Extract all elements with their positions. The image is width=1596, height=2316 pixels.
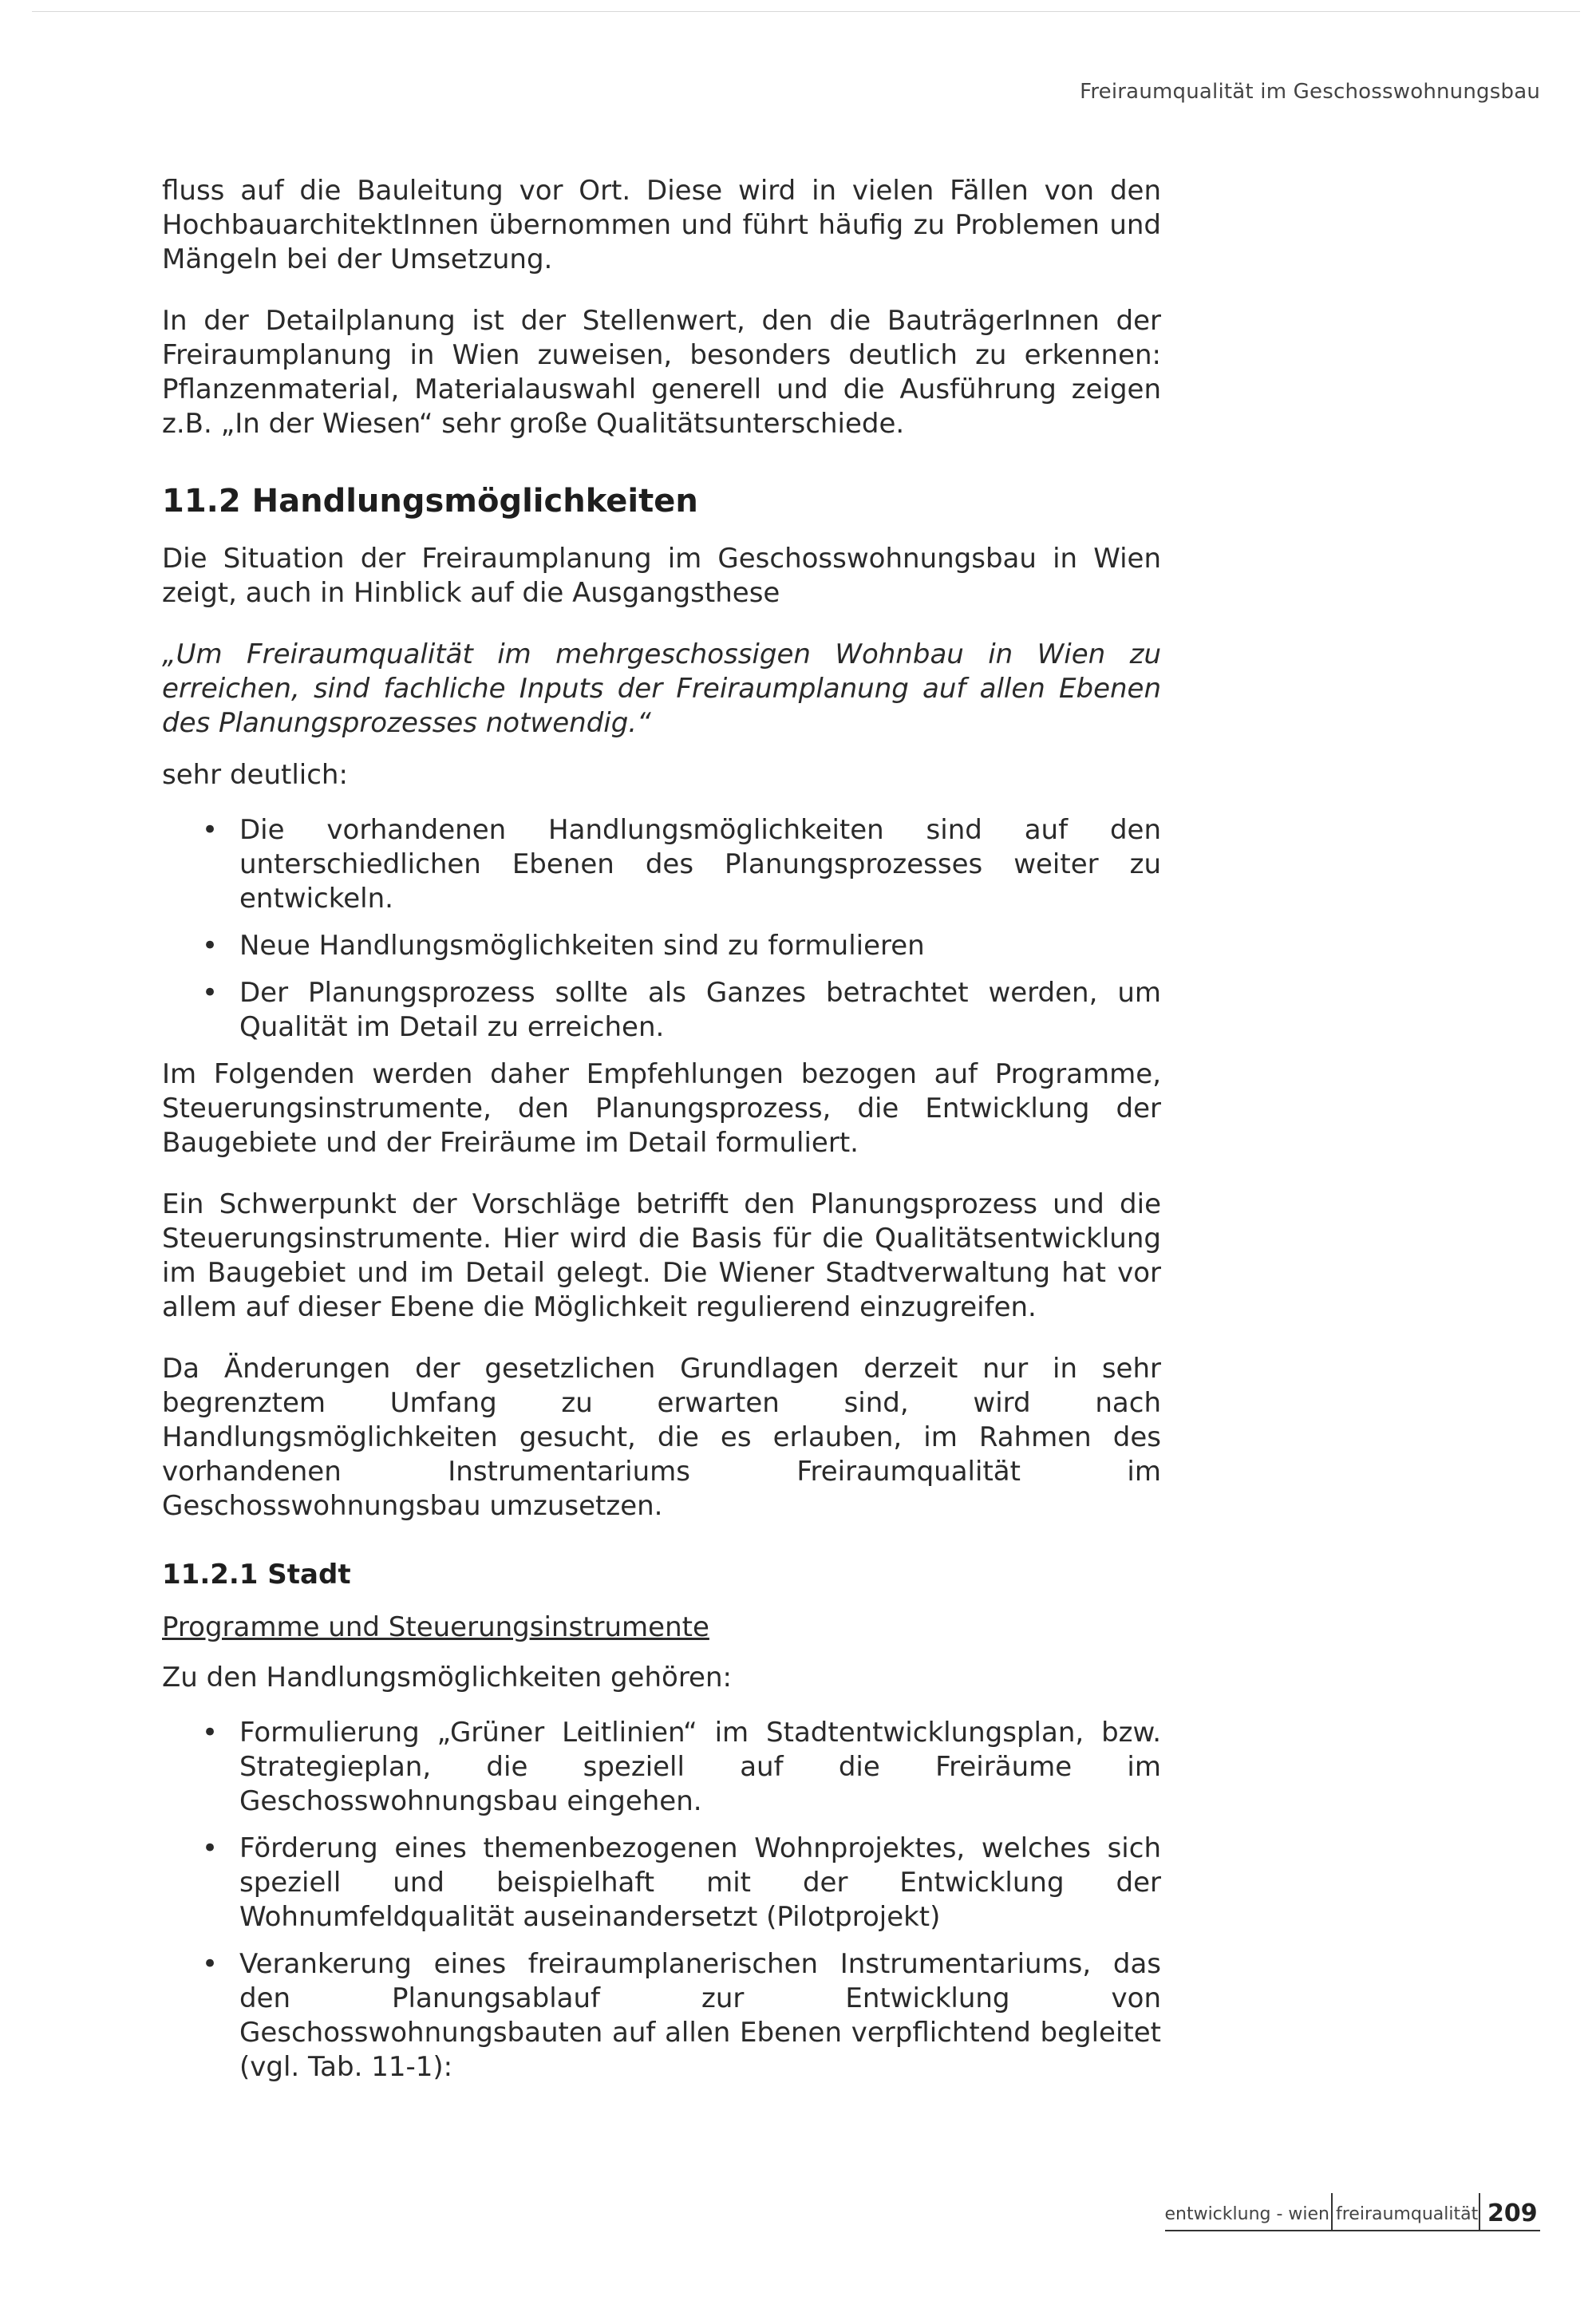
- bullet-icon: •: [202, 1717, 219, 1749]
- list-item: • Förderung eines themenbezogenen Wohnprojektes, welches sich speziell und beispielhaft mit der Entwicklung der Wohnumfeldqualität auseinandersetzt (Pilotprojekt): [202, 1832, 1161, 1933]
- subsection-heading: 11.2.1 Stadt: [162, 1559, 351, 1591]
- paragraph-2: In der Detailplanung ist der Stellenwert, den die BauträgerInnen der Freiraumplanung in Wien zuweisen, besonders deutlich zu erkennen: Pflanzenmaterial, Materialauswahl generell und die Ausführung zeigen z.B. „In der Wiesen“ sehr große Qualitätsunterschiede.: [162, 305, 1161, 440]
- paragraph-3: Die Situation der Freiraumplanung im Geschosswohnungsbau in Wien zeigt, auch in Hinblick auf die Ausgangsthese: [162, 543, 1161, 609]
- footer-divider: [1331, 2193, 1333, 2231]
- bullet-icon: •: [202, 930, 219, 962]
- thesis-quote: „Um Freiraumqualität im mehrgeschossigen Wohnbau in Wien zu erreichen, sind fachliche Inputs der Freiraumplanung auf allen Ebenen des Planungsprozesses notwendig.“: [162, 638, 1161, 739]
- underlined-heading: Programme und Steuerungsinstrumente: [162, 1611, 709, 1643]
- list-item: • Neue Handlungsmöglichkeiten sind zu formulieren: [202, 930, 925, 962]
- footer-divider: [1479, 2193, 1480, 2231]
- page-body: [162, 174, 1161, 2097]
- bullet-icon: •: [202, 814, 219, 846]
- paragraph-4: sehr deutlich:: [162, 759, 348, 791]
- list-item: • Verankerung eines freiraumplanerischen Instrumentariums, das den Planungsablauf zur Entwicklung von Geschosswohnungsbauten auf allen Ebenen verpflichtend begleitet (vgl. Tab. 11-1):: [202, 1948, 1161, 2083]
- bullet-icon: •: [202, 1832, 219, 1864]
- list-item: • Formulierung „Grüner Leitlinien“ im Stadtentwicklungsplan, bzw. Strategieplan, die speziell auf die Freiräume im Geschosswohnungsbau eingehen.: [202, 1717, 1161, 1817]
- footer-title-label: freiraumqualität: [1336, 2204, 1479, 2224]
- bullet-icon: •: [202, 1948, 219, 1980]
- paragraph-7: Da Änderungen der gesetzlichen Grundlagen derzeit nur in sehr begrenztem Umfang zu erwarten sind, wird nach Handlungsmöglichkeiten gesucht, die es erlauben, im Rahmen des vorhandenen Instrumentariums Freiraumqualität im Geschosswohnungsbau umzusetzen.: [162, 1353, 1161, 1522]
- section-heading: 11.2 Handlungsmöglichkeiten: [162, 483, 698, 520]
- paragraph-6: Ein Schwerpunkt der Vorschläge betrifft den Planungsprozess und die Steuerungsinstrumente. Hier wird die Basis für die Qualitätsentwicklung im Baugebiet und im Detail gelegt. Die Wiener Stadtverwaltung hat vor allem auf dieser Ebene die Möglichkeit regulierend einzugreifen.: [162, 1188, 1161, 1323]
- paragraph-5: Im Folgenden werden daher Empfehlungen bezogen auf Programme, Steuerungsinstrumente, den Planungsprozess, die Entwicklung der Baugebiete und der Freiräume im Detail formuliert.: [162, 1058, 1161, 1159]
- bullet-icon: •: [202, 977, 219, 1009]
- bullet-list-1: [162, 813, 1161, 1045]
- paragraph-1: fluss auf die Bauleitung vor Ort. Diese wird in vielen Fällen von den HochbauarchitektInnen übernommen und führt häufig zu Problemen und Mängeln bei der Umsetzung.: [162, 175, 1161, 275]
- bullet-list-2: [162, 1716, 1161, 2085]
- footer-rule: [1165, 2230, 1540, 2231]
- list-item: • Der Planungsprozess sollte als Ganzes betrachtet werden, um Qualität im Detail zu erreichen.: [202, 977, 1161, 1043]
- page-number: 209: [1487, 2199, 1538, 2227]
- paragraph-8: Zu den Handlungsmöglichkeiten gehören:: [162, 1662, 732, 1694]
- running-header: Freiraumqualität im Geschosswohnungsbau: [1080, 80, 1540, 104]
- page-footer: [1165, 2193, 1540, 2244]
- top-divider: [32, 11, 1580, 12]
- footer-series-label: entwicklung - wien: [1164, 2204, 1329, 2224]
- list-item: • Die vorhandenen Handlungsmöglichkeiten sind auf den unterschiedlichen Ebenen des Planungsprozesses weiter zu entwickeln.: [202, 814, 1161, 915]
